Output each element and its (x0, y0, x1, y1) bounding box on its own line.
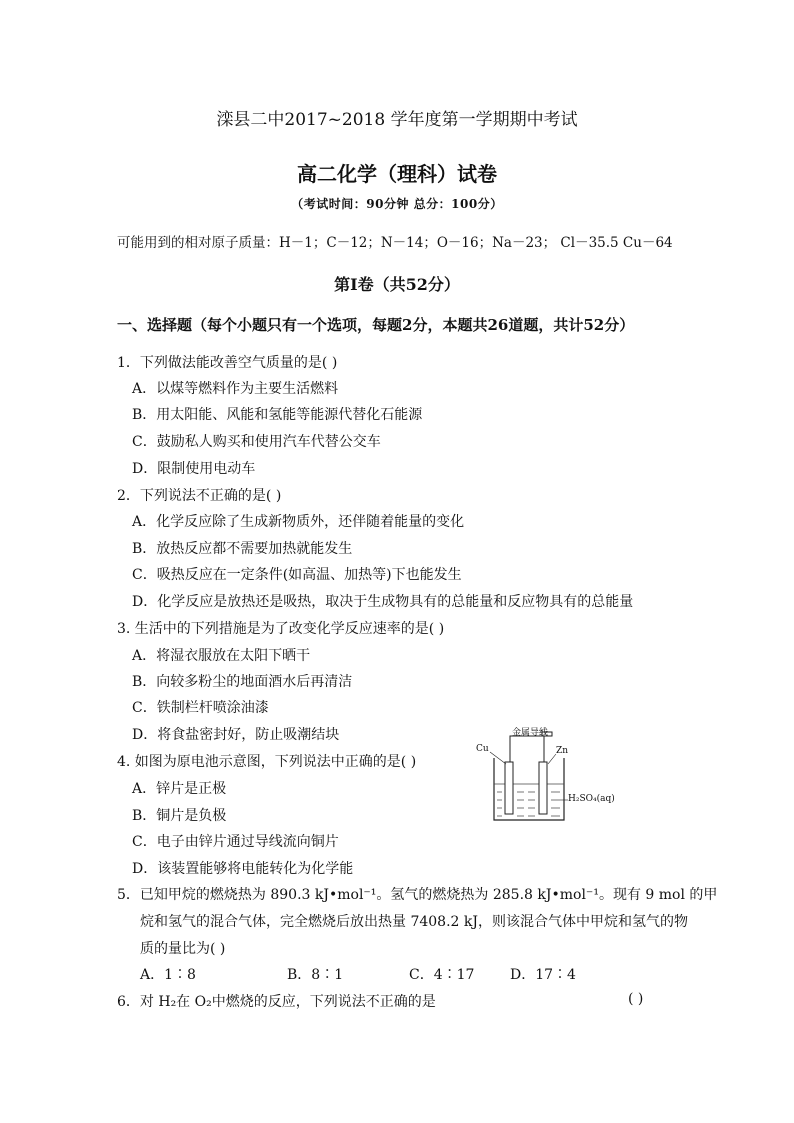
section-instructions: 一、选择题（每个小题只有一个选项，每题2分，本题共26道题，共计52分） (117, 316, 635, 334)
zn-label: Zn (556, 746, 569, 756)
question-3-option-a: A．将湿衣服放在太阳下晒干 (132, 648, 311, 664)
galvanic-cell-drawing (472, 722, 632, 827)
question-5-stem-line-3: 质的量比为( ) (140, 941, 226, 957)
cu-electrode (505, 762, 513, 814)
question-6-answer-bracket: ( ) (628, 991, 644, 1007)
exam-title: 滦县二中2017~2018 学年度第一学期期中考试 (216, 110, 578, 130)
galvanic-cell-diagram (472, 722, 632, 827)
question-5-option-b: B．8∶1 (287, 967, 344, 983)
question-1-option-b: B．用太阳能、风能和氢能等能源代替化石能源 (132, 407, 423, 423)
question-2-option-d: D．化学反应是放热还是吸热，取决于生成物具有的总能量和反应物具有的总能量 (132, 594, 634, 610)
wire-label: 金属导线 (512, 728, 549, 738)
question-1-option-d: D．限制使用电动车 (132, 461, 256, 477)
question-2-option-c: C．吸热反应在一定条件(如高温、加热等)下也能发生 (132, 567, 462, 583)
cu-label: Cu (476, 744, 489, 754)
solution-label: H₂SO₄(aq) (568, 794, 615, 804)
question-2-stem: 2．下列说法不正确的是( ) (117, 488, 282, 504)
question-2-option-a: A．化学反应除了生成新物质外，还伴随着能量的变化 (132, 514, 465, 530)
atomic-masses: 可能用到的相对原子质量：H－1；C－12；N－14；O－16；Na－23； Cl－35.5 Cu－64 (117, 235, 673, 251)
question-4-option-c: C．电子由锌片通过导线流向铜片 (132, 834, 339, 850)
wire-right (532, 736, 544, 762)
question-4-option-b: B．铜片是负极 (132, 808, 227, 824)
question-4-option-d: D．该装置能够将电能转化为化学能 (132, 861, 354, 877)
question-1-option-a: A．以煤等燃料作为主要生活燃料 (132, 381, 339, 397)
question-5-option-d: D．17∶4 (510, 967, 576, 983)
question-4-option-a: A．锌片是正极 (132, 781, 227, 797)
question-5-stem-line-2: 烷和氢气的混合气体，完全燃烧后放出热量 7408.2 kJ，则该混合气体中甲烷和氢气的物 (140, 914, 688, 930)
question-3-stem: 3. 生活中的下列措施是为了改变化学反应速率的是( ) (117, 621, 445, 637)
question-6-stem: 6．对 H₂在 O₂中燃烧的反应，下列说法不正确的是 (117, 994, 436, 1010)
question-5-stem-line-1: 5．已知甲烷的燃烧热为 890.3 kJ•mol⁻¹。氢气的燃烧热为 285.8 kJ•mol⁻¹。现有 9 mol 的甲 (117, 887, 718, 903)
question-5-option-c: C．4∶17 (409, 967, 475, 983)
question-3-option-d: D．将食盐密封好，防止吸潮结块 (132, 727, 340, 743)
question-3-option-c: C．铁制栏杆喷涂油漆 (132, 700, 269, 716)
question-2-option-b: B．放热反应都不需要加热就能发生 (132, 541, 353, 557)
subject-title: 高二化学（理科）试卷 (297, 162, 497, 186)
question-1-stem: 1．下列做法能改善空气质量的是( ) (117, 355, 338, 371)
part-title: 第Ⅰ卷（共52分） (334, 275, 460, 294)
question-5-option-a: A．1∶8 (140, 967, 196, 983)
question-3-option-b: B．向较多粉尘的地面酒水后再清洁 (132, 674, 353, 690)
exam-info: （考试时间：90分钟 总分：100分） (291, 197, 503, 211)
question-1-option-c: C．鼓励私人购买和使用汽车代替公交车 (132, 434, 381, 450)
zn-electrode (539, 762, 547, 814)
question-4-stem: 4. 如图为原电池示意图，下列说法中正确的是( ) (117, 754, 417, 770)
